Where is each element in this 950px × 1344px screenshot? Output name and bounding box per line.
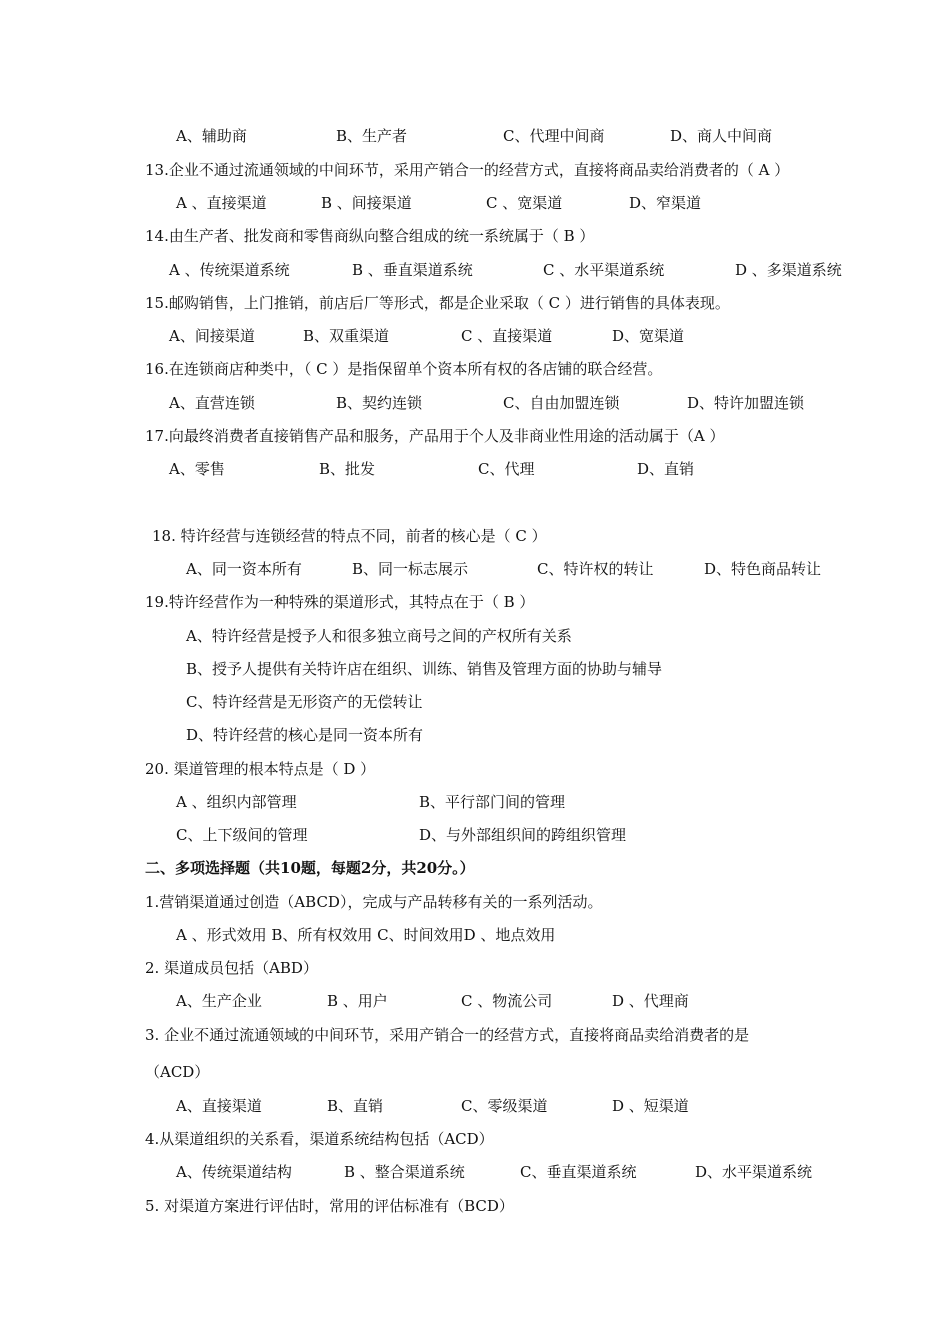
q18-option-a: A、同一资本所有 — [186, 560, 302, 578]
question-17: 17.向最终消费者直接销售产品和服务，产品用于个人及非商业性用途的活动属于（A ） — [145, 427, 725, 445]
q18-option-d: D、特色商品转让 — [704, 560, 822, 578]
q20-option-d: D、与外部组织间的跨组织管理 — [419, 826, 627, 844]
q14-option-c: C 、水平渠道系统 — [543, 261, 665, 279]
multi-q4-option-b: B 、整合渠道系统 — [344, 1163, 465, 1181]
question-15: 15.邮购销售，上门推销，前店后厂等形式，都是企业采取（ C ）进行销售的具体表现。 — [145, 294, 730, 312]
q13-option-d: D、窄渠道 — [629, 194, 702, 212]
multi-q3-option-d: D 、短渠道 — [612, 1097, 689, 1115]
q19-option-d: D、特许经营的核心是同一资本所有 — [186, 726, 424, 744]
multi-q2-option-a: A、生产企业 — [176, 992, 262, 1010]
q15-option-b: B、双重渠道 — [303, 327, 390, 345]
multi-q2-option-b: B 、用户 — [327, 992, 388, 1010]
question-13: 13.企业不通过流通领域的中间环节，采用产销合一的经营方式，直接将商品卖给消费者的（ A ） — [145, 161, 790, 179]
q12-option-a: A、辅助商 — [176, 127, 247, 145]
q14-option-d: D 、多渠道系统 — [735, 261, 842, 279]
q18-option-c: C、特许权的转让 — [537, 560, 654, 578]
question-14: 14.由生产者、批发商和零售商纵向整合组成的统一系统属于（ B ） — [145, 227, 595, 245]
q16-option-b: B、契约连锁 — [336, 394, 423, 412]
q17-option-c: C、代理 — [478, 460, 535, 478]
q12-option-d: D、商人中间商 — [670, 127, 773, 145]
q12-option-b: B、生产者 — [336, 127, 408, 145]
multi-question-2: 2. 渠道成员包括（ABD） — [145, 959, 318, 977]
q19-option-a: A、特许经营是授予人和很多独立商号之间的产权所有关系 — [186, 627, 572, 645]
q14-option-b: B 、垂直渠道系统 — [352, 261, 473, 279]
q16-option-a: A、直营连锁 — [169, 394, 255, 412]
multi-q2-option-d: D 、代理商 — [612, 992, 689, 1010]
q18-option-b: B、同一标志展示 — [352, 560, 469, 578]
multi-question-5: 5. 对渠道方案进行评估时，常用的评估标准有（BCD） — [145, 1197, 514, 1215]
multi-q3-option-b: B、直销 — [327, 1097, 384, 1115]
q19-option-b: B、授予人提供有关特许店在组织、训练、销售及管理方面的协助与辅导 — [186, 660, 663, 678]
multi-q1-options: A 、形式效用 B、所有权效用 C、时间效用D 、地点效用 — [176, 926, 556, 944]
multi-q2-option-c: C 、物流公司 — [461, 992, 553, 1010]
question-16: 16.在连锁商店种类中，（ C ）是指保留单个资本所有权的各店铺的联合经营。 — [145, 360, 663, 378]
multi-q3-option-a: A、直接渠道 — [176, 1097, 262, 1115]
q16-option-d: D、特许加盟连锁 — [687, 394, 805, 412]
multi-q4-option-a: A、传统渠道结构 — [176, 1163, 292, 1181]
q13-option-c: C 、宽渠道 — [486, 194, 563, 212]
q17-option-a: A、零售 — [169, 460, 225, 478]
q17-option-b: B、批发 — [319, 460, 376, 478]
question-19: 19.特许经营作为一种特殊的渠道形式，其特点在于（ B ） — [145, 593, 535, 611]
q20-option-b: B、平行部门间的管理 — [419, 793, 566, 811]
q14-option-a: A 、传统渠道系统 — [169, 261, 290, 279]
q20-option-a: A 、组织内部管理 — [176, 793, 297, 811]
q15-option-a: A、间接渠道 — [169, 327, 255, 345]
q19-option-c: C、特许经营是无形资产的无偿转让 — [186, 693, 423, 711]
q20-option-c: C、上下级间的管理 — [176, 826, 308, 844]
question-18: 18. 特许经营与连锁经营的特点不同，前者的核心是（ C ） — [152, 527, 547, 545]
multi-q4-option-d: D、水平渠道系统 — [695, 1163, 813, 1181]
multi-question-3: 3. 企业不通过流通领域的中间环节，采用产销合一的经营方式，直接将商品卖给消费者的是 — [145, 1026, 750, 1044]
question-20: 20. 渠道管理的根本特点是（ D ） — [145, 760, 376, 778]
q13-option-a: A 、直接渠道 — [176, 194, 267, 212]
q12-option-c: C、代理中间商 — [503, 127, 605, 145]
q15-option-c: C 、直接渠道 — [461, 327, 553, 345]
q16-option-c: C、自由加盟连锁 — [503, 394, 620, 412]
section-2-heading: 二、多项选择题（共10题，每题2分，共20分。） — [145, 859, 475, 877]
q17-option-d: D、直销 — [637, 460, 695, 478]
multi-question-1: 1.营销渠道通过创造（ABCD），完成与产品转移有关的一系列活动。 — [145, 893, 603, 911]
multi-q3-option-c: C、零级渠道 — [461, 1097, 548, 1115]
q13-option-b: B 、间接渠道 — [321, 194, 412, 212]
multi-question-4: 4.从渠道组织的关系看，渠道系统结构包括（ACD） — [145, 1130, 494, 1148]
multi-q4-option-c: C、垂直渠道系统 — [520, 1163, 637, 1181]
multi-question-3-continued: （ACD） — [145, 1063, 210, 1081]
q15-option-d: D、宽渠道 — [612, 327, 685, 345]
